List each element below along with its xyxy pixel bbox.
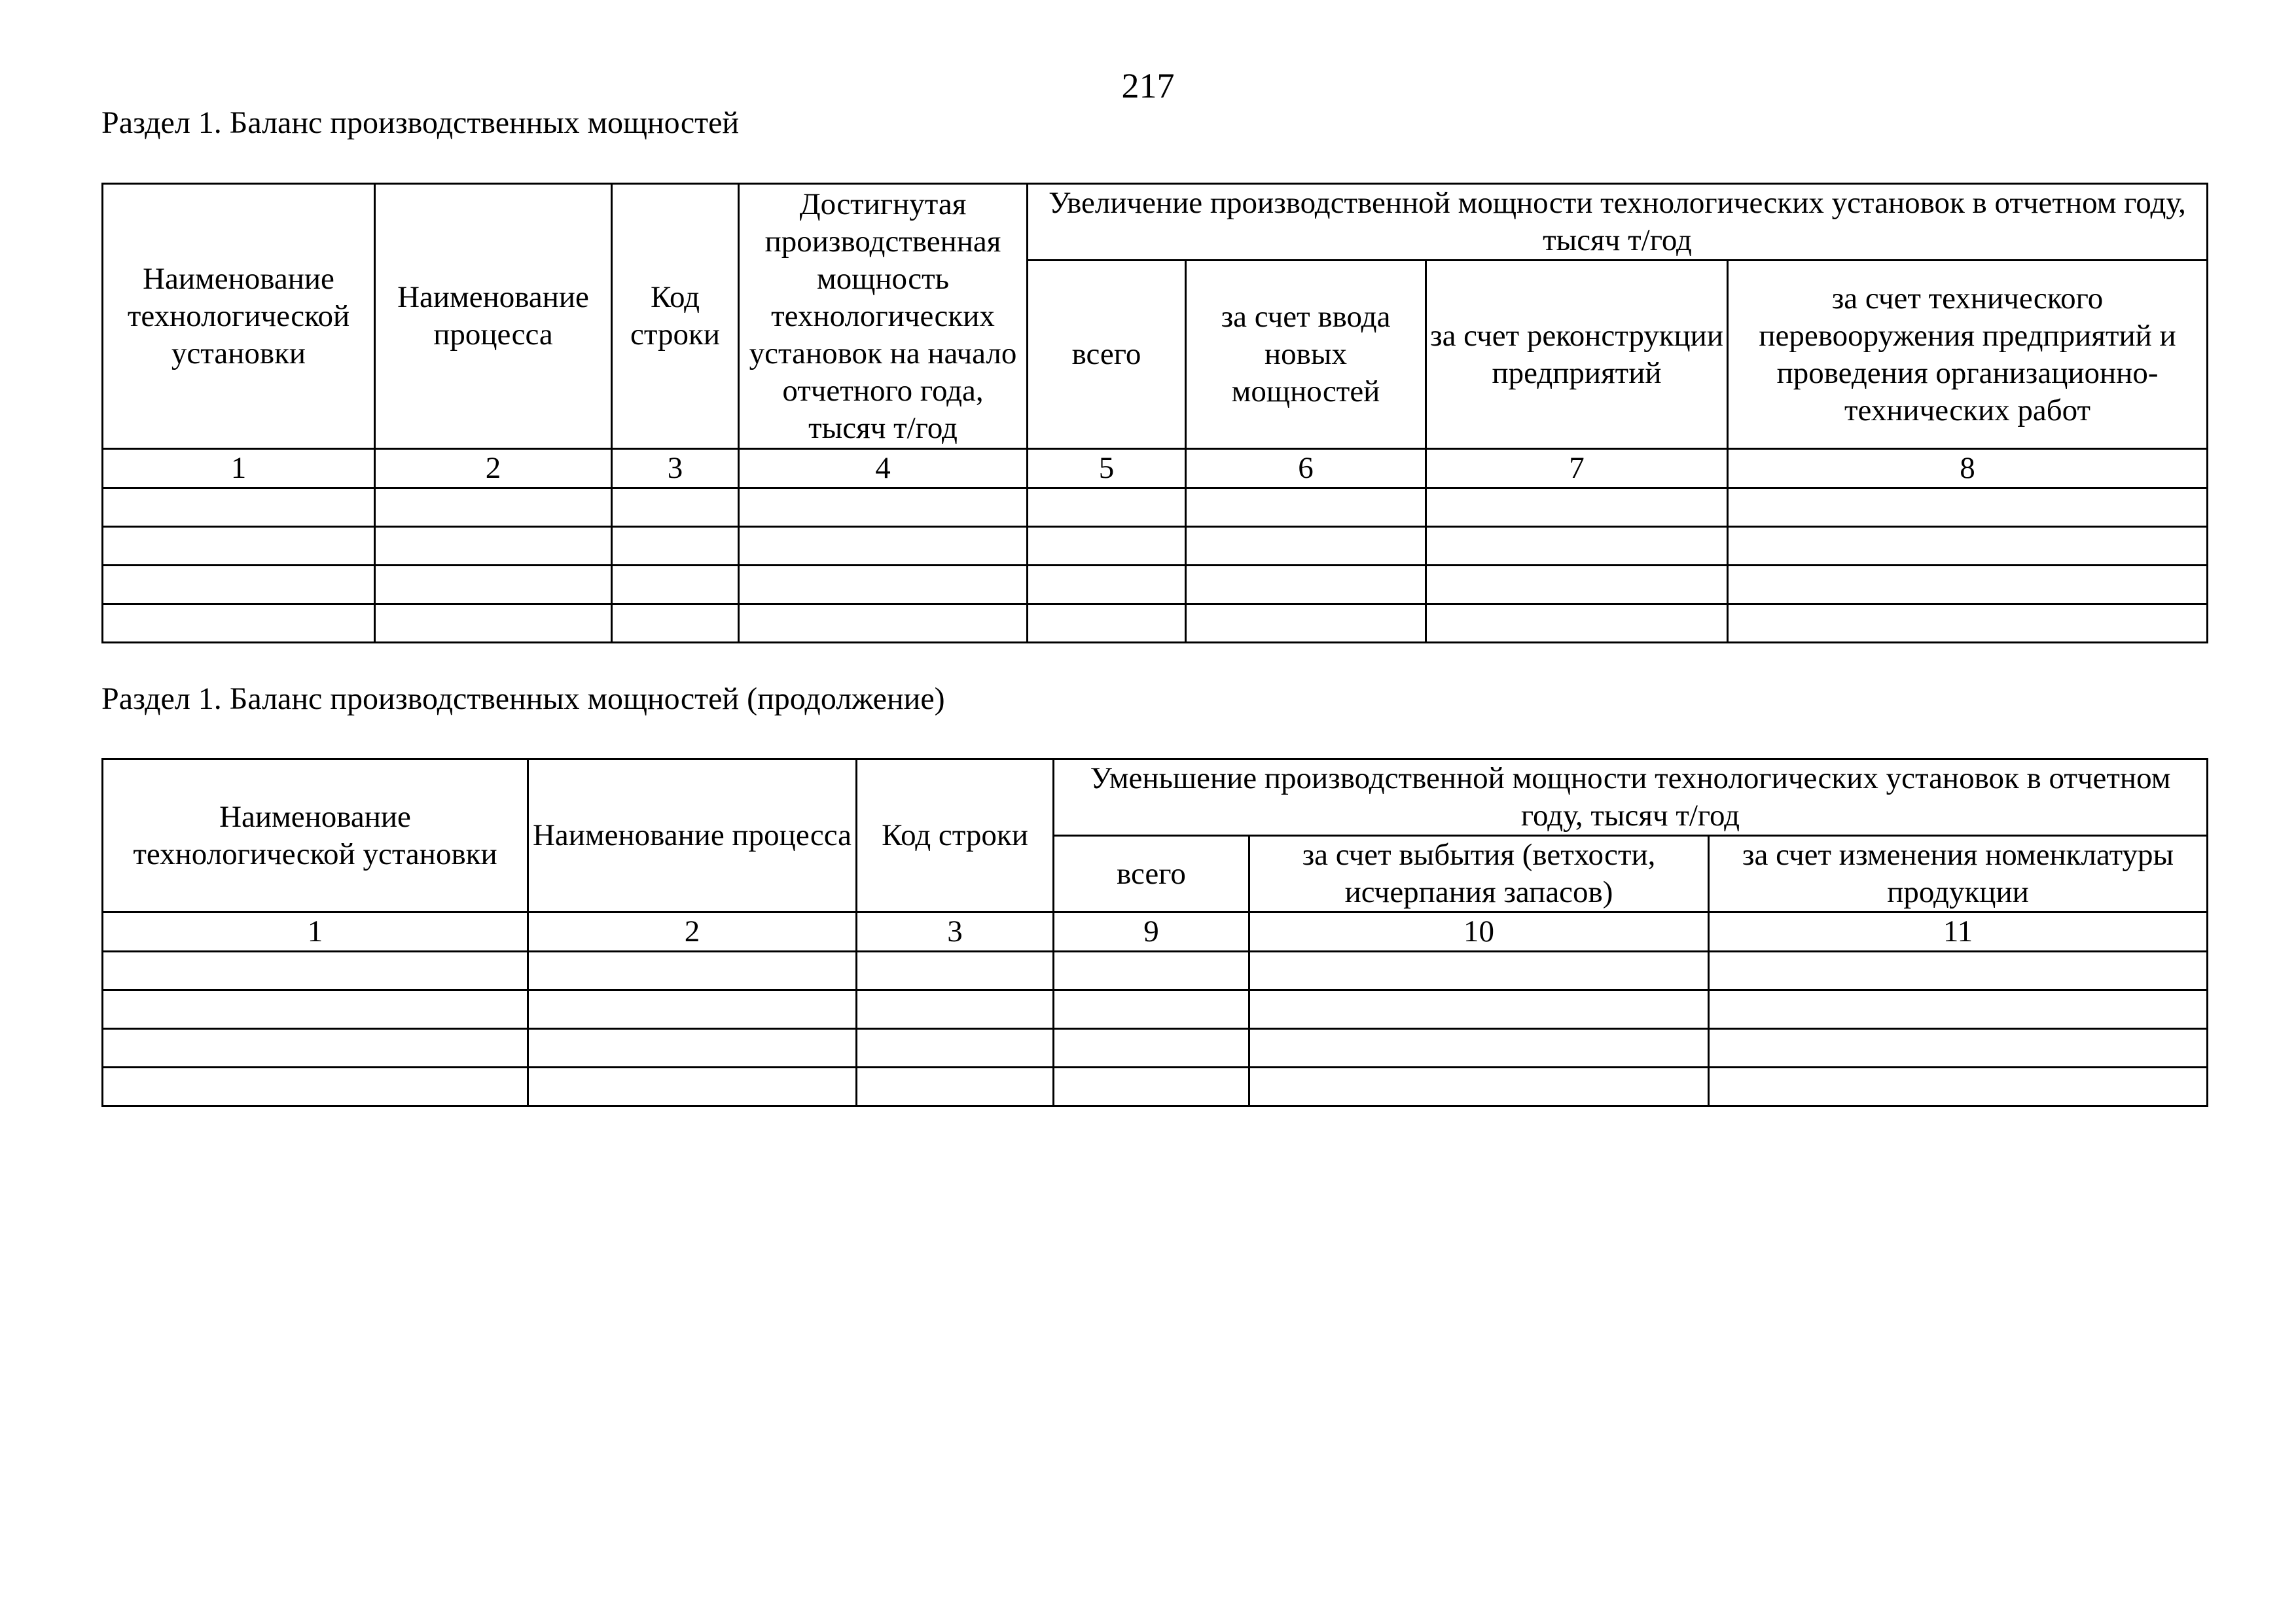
column-number: 9 xyxy=(1054,912,1249,952)
table-cell[interactable] xyxy=(1728,566,2208,604)
table-cell[interactable] xyxy=(1186,604,1426,643)
table-cell[interactable] xyxy=(1028,527,1186,566)
table-row xyxy=(103,952,2208,990)
table-row xyxy=(103,990,2208,1029)
table-row xyxy=(103,604,2208,643)
table-cell[interactable] xyxy=(1186,566,1426,604)
table-cell[interactable] xyxy=(1054,990,1249,1029)
table-cell[interactable] xyxy=(1249,1068,1709,1106)
header-installation-name: Наименование технологической установки xyxy=(103,184,375,449)
column-number: 1 xyxy=(103,449,375,488)
column-number: 4 xyxy=(739,449,1028,488)
table-cell[interactable] xyxy=(528,952,857,990)
table-cell[interactable] xyxy=(103,952,528,990)
column-number: 2 xyxy=(375,449,612,488)
table-cell[interactable] xyxy=(739,604,1028,643)
header-capacity-increase: Увеличение производственной мощности технологических установок в отчетном году, тысяч т/год xyxy=(1028,184,2208,261)
table-row xyxy=(103,1068,2208,1106)
table-cell[interactable] xyxy=(739,488,1028,527)
column-numbers-row xyxy=(103,449,2208,488)
header-nomenclature-change: за счет изменения номенклатуры продукции xyxy=(1709,836,2208,912)
table-cell[interactable] xyxy=(1709,952,2208,990)
table-cell[interactable] xyxy=(375,488,612,527)
table-row xyxy=(103,527,2208,566)
table-row xyxy=(103,488,2208,527)
table-cell[interactable] xyxy=(1028,488,1186,527)
table-cell[interactable] xyxy=(103,488,375,527)
table-cell[interactable] xyxy=(612,488,739,527)
table-cell[interactable] xyxy=(103,604,375,643)
table-cell[interactable] xyxy=(1249,990,1709,1029)
table-cell[interactable] xyxy=(1186,527,1426,566)
capacity-balance-continuation-table xyxy=(101,758,2208,1107)
header-row-code: Код строки xyxy=(612,184,739,449)
header-total: всего xyxy=(1054,836,1249,912)
table-cell[interactable] xyxy=(103,1029,528,1068)
column-number: 2 xyxy=(528,912,857,952)
header-modernization: за счет технического перевооружения предприятий и проведения организационно-технических работ xyxy=(1728,261,2208,449)
table-cell[interactable] xyxy=(857,990,1054,1029)
table-cell[interactable] xyxy=(1709,990,2208,1029)
table-cell[interactable] xyxy=(375,604,612,643)
table-cell[interactable] xyxy=(1054,1068,1249,1106)
table-cell[interactable] xyxy=(528,1068,857,1106)
header-reconstruction: за счет реконструкции предприятий xyxy=(1426,261,1728,449)
table-cell[interactable] xyxy=(1728,604,2208,643)
table-cell[interactable] xyxy=(1426,488,1728,527)
header-achieved-capacity: Достигнутая производственная мощность технологических установок на начало отчетного года, тысяч т/год xyxy=(739,184,1028,449)
table-cell[interactable] xyxy=(612,566,739,604)
header-capacity-decrease: Уменьшение производственной мощности технологических установок в отчетном году, тысяч т/год xyxy=(1054,759,2208,836)
table-cell[interactable] xyxy=(103,1068,528,1106)
table-cell[interactable] xyxy=(612,604,739,643)
column-number: 5 xyxy=(1028,449,1186,488)
column-number: 3 xyxy=(857,912,1054,952)
table-cell[interactable] xyxy=(103,990,528,1029)
header-process-name: Наименование процесса xyxy=(375,184,612,449)
table-cell[interactable] xyxy=(739,527,1028,566)
column-number: 10 xyxy=(1249,912,1709,952)
table-cell[interactable] xyxy=(1426,527,1728,566)
table-cell[interactable] xyxy=(1426,604,1728,643)
table-cell[interactable] xyxy=(103,527,375,566)
table-cell[interactable] xyxy=(1728,488,2208,527)
table-cell[interactable] xyxy=(1028,566,1186,604)
table-cell[interactable] xyxy=(375,566,612,604)
header-process-name: Наименование процесса xyxy=(528,759,857,912)
table-cell[interactable] xyxy=(857,1029,1054,1068)
table-cell[interactable] xyxy=(1426,566,1728,604)
table-cell[interactable] xyxy=(1709,1029,2208,1068)
header-total: всего xyxy=(1028,261,1186,449)
header-retirement: за счет выбытия (ветхости, исчерпания запасов) xyxy=(1249,836,1709,912)
column-numbers-row xyxy=(103,912,2208,952)
table-cell[interactable] xyxy=(1709,1068,2208,1106)
table-cell[interactable] xyxy=(1249,952,1709,990)
table-row xyxy=(103,566,2208,604)
table-cell[interactable] xyxy=(857,952,1054,990)
table-cell[interactable] xyxy=(1028,604,1186,643)
table-cell[interactable] xyxy=(375,527,612,566)
section2-title: Раздел 1. Баланс производственных мощностей (продолжение) xyxy=(101,681,945,716)
table-row xyxy=(103,1029,2208,1068)
table-cell[interactable] xyxy=(528,990,857,1029)
header-row-code: Код строки xyxy=(857,759,1054,912)
capacity-balance-table xyxy=(101,183,2208,643)
column-number: 11 xyxy=(1709,912,2208,952)
column-number: 8 xyxy=(1728,449,2208,488)
column-number: 1 xyxy=(103,912,528,952)
table-cell[interactable] xyxy=(739,566,1028,604)
section1-title: Раздел 1. Баланс производственных мощностей xyxy=(101,105,740,140)
header-new-capacity: за счет ввода новых мощностей xyxy=(1186,261,1426,449)
table-cell[interactable] xyxy=(1186,488,1426,527)
table-cell[interactable] xyxy=(528,1029,857,1068)
header-installation-name: Наименование технологической установки xyxy=(103,759,528,912)
table-cell[interactable] xyxy=(1249,1029,1709,1068)
table-cell[interactable] xyxy=(1054,1029,1249,1068)
column-number: 7 xyxy=(1426,449,1728,488)
table-cell[interactable] xyxy=(1728,527,2208,566)
table-cell[interactable] xyxy=(857,1068,1054,1106)
column-number: 3 xyxy=(612,449,739,488)
table-cell[interactable] xyxy=(612,527,739,566)
column-number: 6 xyxy=(1186,449,1426,488)
page-number: 217 xyxy=(1121,66,1175,105)
table-cell[interactable] xyxy=(103,566,375,604)
table-cell[interactable] xyxy=(1054,952,1249,990)
